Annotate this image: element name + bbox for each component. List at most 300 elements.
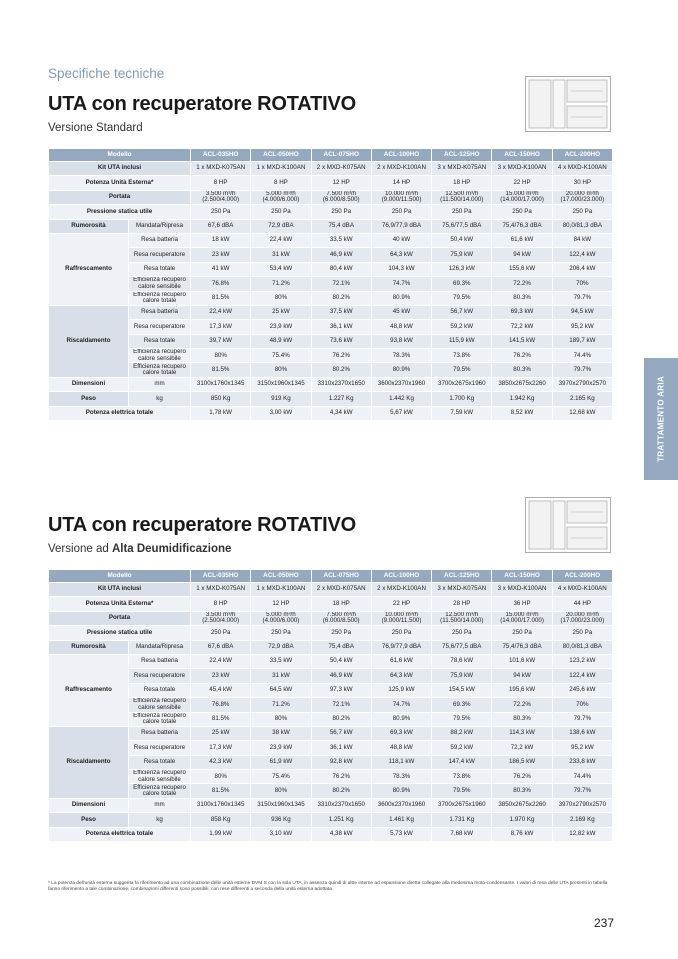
group-label: Raffrescamento	[49, 233, 129, 305]
value-cell: 8,52 kW	[492, 406, 552, 420]
value-cell: 80.3%	[492, 363, 552, 377]
value-cell: 80%	[191, 349, 251, 363]
value-cell: 1 x MXD-K075AN	[191, 583, 251, 597]
value-cell: 20.000 m³/h (17.000/23.000)	[552, 611, 612, 625]
value-cell: 17,3 kW	[191, 320, 251, 334]
value-cell: 74.7%	[371, 277, 431, 291]
value-cell: 72,2 kW	[492, 320, 552, 334]
value-cell: 80.2%	[311, 363, 371, 377]
value-cell: 118,1 kW	[371, 755, 431, 769]
table-row	[49, 813, 613, 827]
header-cell: ACL-050HO	[251, 149, 311, 162]
value-cell: 250 Pa	[311, 205, 371, 219]
value-cell: 250 Pa	[371, 626, 431, 640]
value-cell: 71.2%	[251, 698, 311, 712]
table-row	[49, 377, 613, 391]
value-cell: 1,99 kW	[191, 827, 251, 841]
value-cell: 75.4%	[251, 349, 311, 363]
value-cell: 18 HP	[432, 176, 492, 190]
row-sublabel: Resa batteria	[129, 233, 191, 247]
row-sublabel: Resa totale	[129, 334, 191, 348]
value-cell: 3850x2675x2260	[492, 798, 552, 812]
value-cell: 3310x2370x1650	[311, 798, 371, 812]
value-cell: 80%	[251, 712, 311, 726]
value-cell: 40 kW	[371, 233, 431, 247]
row-label: Pressione statica utile	[49, 626, 191, 640]
header-cell: ACL-200HO	[552, 570, 612, 583]
table-row	[49, 305, 613, 319]
value-cell: 31 kW	[251, 248, 311, 262]
value-cell: 7.500 m³/h (6.000/8.500)	[311, 190, 371, 204]
table-row	[49, 248, 613, 262]
row-label: Peso	[49, 813, 129, 827]
value-cell: 919 Kg	[251, 392, 311, 406]
value-cell: 79.7%	[552, 363, 612, 377]
value-cell: 7,59 kW	[432, 406, 492, 420]
value-cell: 4 x MXD-K100AN	[552, 583, 612, 597]
value-cell: 75,4/76,3 dBA	[492, 219, 552, 233]
value-cell: 4,34 kW	[311, 406, 371, 420]
value-cell: 74.7%	[371, 698, 431, 712]
table-row	[49, 219, 613, 233]
value-cell: 80.3%	[492, 291, 552, 305]
header-cell: ACL-075HO	[311, 149, 371, 162]
value-cell: 3100x1760x1345	[191, 377, 251, 391]
table-row	[49, 277, 613, 291]
value-cell: 80%	[191, 770, 251, 784]
value-cell: 122,4 kW	[552, 669, 612, 683]
table-row	[49, 349, 613, 363]
group-label: Riscaldamento	[49, 726, 129, 798]
value-cell: 67,6 dBA	[191, 219, 251, 233]
table-row	[49, 741, 613, 755]
value-cell: 250 Pa	[371, 205, 431, 219]
value-cell: 155,6 kW	[492, 262, 552, 276]
row-sublabel: Mandata/Ripresa	[129, 640, 191, 654]
value-cell: 39,7 kW	[191, 334, 251, 348]
ahu-unit-drawing-icon	[525, 76, 611, 132]
value-cell: 69,3 kW	[492, 305, 552, 319]
section-label: Specifiche tecniche	[48, 66, 165, 81]
value-cell: 4 x MXD-K100AN	[552, 162, 612, 176]
value-cell: 12.500 m³/h (11.500/14.000)	[432, 611, 492, 625]
table-row	[49, 683, 613, 697]
row-label: Kit UTA inclusi	[49, 162, 191, 176]
value-cell: 31 kW	[251, 669, 311, 683]
table-row	[49, 291, 613, 305]
value-cell: 23 kW	[191, 248, 251, 262]
row-label: Potenza Unità Esterna*	[49, 597, 191, 611]
value-cell: 61,6 kW	[492, 233, 552, 247]
value-cell: 122,4 kW	[552, 248, 612, 262]
header-cell: ACL-200HO	[552, 149, 612, 162]
value-cell: 8,76 kW	[492, 827, 552, 841]
value-cell: 138,6 kW	[552, 726, 612, 740]
table-row	[49, 363, 613, 377]
value-cell: 80,4 kW	[311, 262, 371, 276]
value-cell: 25 kW	[251, 305, 311, 319]
table-2-title: UTA con recuperatore ROTATIVO	[48, 514, 356, 536]
value-cell: 7,68 kW	[432, 827, 492, 841]
value-cell: 3600x2370x1960	[371, 377, 431, 391]
value-cell: 56,7 kW	[311, 726, 371, 740]
header-cell: ACL-150HO	[492, 149, 552, 162]
value-cell: 80.3%	[492, 712, 552, 726]
value-cell: 147,4 kW	[432, 755, 492, 769]
header-cell: ACL-035HO	[191, 570, 251, 583]
table-row	[49, 784, 613, 798]
header-cell: ACL-125HO	[432, 570, 492, 583]
table-row	[49, 798, 613, 812]
row-label: Potenza Unità Esterna*	[49, 176, 191, 190]
value-cell: 53,4 kW	[251, 262, 311, 276]
value-cell: 78.3%	[371, 349, 431, 363]
value-cell: 76,9/77,9 dBA	[371, 219, 431, 233]
value-cell: 250 Pa	[432, 205, 492, 219]
value-cell: 46,9 kW	[311, 248, 371, 262]
header-cell: Modello	[49, 570, 191, 583]
value-cell: 84 kW	[552, 233, 612, 247]
header-cell: ACL-100HO	[371, 149, 431, 162]
side-tab[interactable]	[644, 358, 678, 480]
value-cell: 14 HP	[371, 176, 431, 190]
row-sublabel: Efficienza recupero calore sensibile	[129, 770, 191, 784]
table-header-row	[49, 570, 613, 583]
value-cell: 80,0/81,3 dBA	[552, 219, 612, 233]
value-cell: 1 x MXD-K100AN	[251, 162, 311, 176]
value-cell: 67,6 dBA	[191, 640, 251, 654]
value-cell: 33,5 kW	[251, 654, 311, 668]
value-cell: 250 Pa	[552, 205, 612, 219]
row-label: Dimensioni	[49, 798, 129, 812]
value-cell: 75,4 dBA	[311, 219, 371, 233]
value-cell: 44 HP	[552, 597, 612, 611]
row-sublabel: Mandata/Ripresa	[129, 219, 191, 233]
value-cell: 1.700 Kg	[432, 392, 492, 406]
value-cell: 36 HP	[492, 597, 552, 611]
spec-table-standard	[48, 148, 613, 421]
value-cell: 80.2%	[311, 291, 371, 305]
value-cell: 3150x1960x1345	[251, 377, 311, 391]
value-cell: 76.2%	[492, 349, 552, 363]
value-cell: 79.5%	[432, 712, 492, 726]
row-sublabel: Resa totale	[129, 755, 191, 769]
value-cell: 141,5 kW	[492, 334, 552, 348]
value-cell: 2 x MXD-K100AN	[371, 162, 431, 176]
header-cell: ACL-100HO	[371, 570, 431, 583]
side-tab-label: TRATTAMENTO ARIA	[656, 376, 666, 462]
row-sublabel: Resa recuperatore	[129, 741, 191, 755]
value-cell: 250 Pa	[492, 205, 552, 219]
value-cell: 75,9 kW	[432, 248, 492, 262]
row-label: Potenza elettrica totale	[49, 406, 191, 420]
row-label: Peso	[49, 392, 129, 406]
value-cell: 17,3 kW	[191, 741, 251, 755]
value-cell: 250 Pa	[251, 205, 311, 219]
table-row	[49, 770, 613, 784]
value-cell: 79.7%	[552, 712, 612, 726]
value-cell: 2 x MXD-K100AN	[371, 583, 431, 597]
value-cell: 76.2%	[311, 349, 371, 363]
value-cell: 78,6 kW	[432, 654, 492, 668]
spec-table-alta-deumidificazione	[48, 569, 613, 842]
table-row	[49, 611, 613, 625]
value-cell: 126,3 kW	[432, 262, 492, 276]
value-cell: 97,3 kW	[311, 683, 371, 697]
value-cell: 1,78 kW	[191, 406, 251, 420]
value-cell: 115,9 kW	[432, 334, 492, 348]
value-cell: 23,9 kW	[251, 320, 311, 334]
header-cell: Modello	[49, 149, 191, 162]
value-cell: 80%	[251, 784, 311, 798]
value-cell: 245,6 kW	[552, 683, 612, 697]
value-cell: 79.5%	[432, 291, 492, 305]
group-label: Riscaldamento	[49, 305, 129, 377]
value-cell: 36,1 kW	[311, 320, 371, 334]
value-cell: 206,4 kW	[552, 262, 612, 276]
value-cell: 95,2 kW	[552, 741, 612, 755]
value-cell: 73,6 kW	[311, 334, 371, 348]
value-cell: 41 kW	[191, 262, 251, 276]
value-cell: 3 x MXD-K075AN	[432, 583, 492, 597]
value-cell: 80%	[251, 291, 311, 305]
row-sublabel: Efficienza recupero calore totale	[129, 363, 191, 377]
row-sublabel: kg	[129, 392, 191, 406]
value-cell: 123,2 kW	[552, 654, 612, 668]
value-cell: 250 Pa	[191, 205, 251, 219]
value-cell: 75.4%	[251, 770, 311, 784]
value-cell: 94 kW	[492, 669, 552, 683]
header-cell: ACL-075HO	[311, 570, 371, 583]
row-sublabel: Resa batteria	[129, 654, 191, 668]
value-cell: 2 x MXD-K075AN	[311, 583, 371, 597]
value-cell: 76.8%	[191, 277, 251, 291]
value-cell: 76,9/77,9 dBA	[371, 640, 431, 654]
row-sublabel: Resa totale	[129, 683, 191, 697]
value-cell: 3970x2790x2570	[552, 377, 612, 391]
value-cell: 80,0/81,3 dBA	[552, 640, 612, 654]
table-row	[49, 205, 613, 219]
table-row	[49, 726, 613, 740]
row-sublabel: Efficienza recupero calore sensibile	[129, 277, 191, 291]
row-sublabel: mm	[129, 377, 191, 391]
header-cell: ACL-150HO	[492, 570, 552, 583]
value-cell: 48,9 kW	[251, 334, 311, 348]
value-cell: 18 HP	[311, 597, 371, 611]
value-cell: 45,4 kW	[191, 683, 251, 697]
table-1-subtitle: Versione Standard	[48, 122, 143, 134]
value-cell: 37,5 kW	[311, 305, 371, 319]
value-cell: 3310x2370x1650	[311, 377, 371, 391]
value-cell: 1.251 Kg	[311, 813, 371, 827]
table-row	[49, 597, 613, 611]
row-label: Portata	[49, 611, 191, 625]
value-cell: 72.2%	[492, 277, 552, 291]
value-cell: 850 Kg	[191, 392, 251, 406]
value-cell: 3.500 m³/h (2.500/4.000)	[191, 190, 251, 204]
table-row	[49, 392, 613, 406]
value-cell: 69.3%	[432, 698, 492, 712]
value-cell: 80.9%	[371, 784, 431, 798]
row-label: Potenza elettrica totale	[49, 827, 191, 841]
value-cell: 12,68 kW	[552, 406, 612, 420]
value-cell: 50,4 kW	[432, 233, 492, 247]
value-cell: 95,2 kW	[552, 320, 612, 334]
value-cell: 73.8%	[432, 770, 492, 784]
row-sublabel: Efficienza recupero calore totale	[129, 291, 191, 305]
value-cell: 3970x2790x2570	[552, 798, 612, 812]
table-row	[49, 162, 613, 176]
value-cell: 114,3 kW	[492, 726, 552, 740]
table-row	[49, 626, 613, 640]
row-label: Pressione statica utile	[49, 205, 191, 219]
value-cell: 64,3 kW	[371, 248, 431, 262]
value-cell: 46,9 kW	[311, 669, 371, 683]
value-cell: 101,6 kW	[492, 654, 552, 668]
value-cell: 93,8 kW	[371, 334, 431, 348]
value-cell: 79.5%	[432, 363, 492, 377]
value-cell: 81.5%	[191, 712, 251, 726]
value-cell: 4,38 kW	[311, 827, 371, 841]
value-cell: 15.000 m³/h (14.000/17.000)	[492, 611, 552, 625]
value-cell: 1.227 Kg	[311, 392, 371, 406]
table-row	[49, 176, 613, 190]
value-cell: 3 x MXD-K100AN	[492, 162, 552, 176]
header-cell: ACL-035HO	[191, 149, 251, 162]
value-cell: 75,4 dBA	[311, 640, 371, 654]
value-cell: 73.8%	[432, 349, 492, 363]
value-cell: 10.000 m³/h (9.000/11.500)	[371, 190, 431, 204]
value-cell: 72.1%	[311, 277, 371, 291]
value-cell: 80.3%	[492, 784, 552, 798]
value-cell: 80.9%	[371, 363, 431, 377]
value-cell: 69,3 kW	[371, 726, 431, 740]
value-cell: 59,2 kW	[432, 741, 492, 755]
value-cell: 81.5%	[191, 291, 251, 305]
table-row	[49, 712, 613, 726]
value-cell: 94,5 kW	[552, 305, 612, 319]
value-cell: 250 Pa	[251, 626, 311, 640]
table-2-subtitle: Versione ad Alta Deumidificazione	[48, 543, 232, 555]
row-sublabel: Efficienza recupero calore sensibile	[129, 698, 191, 712]
value-cell: 70%	[552, 277, 612, 291]
value-cell: 72,9 dBA	[251, 640, 311, 654]
value-cell: 1.970 Kg	[492, 813, 552, 827]
row-sublabel: Resa recuperatore	[129, 248, 191, 262]
value-cell: 22,4 kW	[191, 305, 251, 319]
value-cell: 36,1 kW	[311, 741, 371, 755]
value-cell: 88,2 kW	[432, 726, 492, 740]
value-cell: 80.2%	[311, 784, 371, 798]
value-cell: 38 kW	[251, 726, 311, 740]
value-cell: 250 Pa	[311, 626, 371, 640]
value-cell: 22,4 kW	[251, 233, 311, 247]
value-cell: 76.8%	[191, 698, 251, 712]
value-cell: 75,6/77,5 dBA	[432, 219, 492, 233]
value-cell: 1 x MXD-K100AN	[251, 583, 311, 597]
value-cell: 72.1%	[311, 698, 371, 712]
value-cell: 75,6/77,5 dBA	[432, 640, 492, 654]
value-cell: 8 HP	[191, 597, 251, 611]
value-cell: 80.9%	[371, 712, 431, 726]
value-cell: 7.500 m³/h (6.000/8.500)	[311, 611, 371, 625]
value-cell: 250 Pa	[552, 626, 612, 640]
value-cell: 125,9 kW	[371, 683, 431, 697]
value-cell: 76.2%	[311, 770, 371, 784]
value-cell: 80%	[251, 363, 311, 377]
value-cell: 2.169 Kg	[552, 813, 612, 827]
value-cell: 69.3%	[432, 277, 492, 291]
value-cell: 3,00 kW	[251, 406, 311, 420]
value-cell: 64,3 kW	[371, 669, 431, 683]
table-row	[49, 262, 613, 276]
value-cell: 8 HP	[251, 176, 311, 190]
value-cell: 64,5 kW	[251, 683, 311, 697]
value-cell: 15.000 m³/h (14.000/17.000)	[492, 190, 552, 204]
value-cell: 5.000 m³/h (4.000/6.000)	[251, 611, 311, 625]
value-cell: 75,4/76,3 dBA	[492, 640, 552, 654]
value-cell: 50,4 kW	[311, 654, 371, 668]
value-cell: 33,5 kW	[311, 233, 371, 247]
value-cell: 12 HP	[311, 176, 371, 190]
value-cell: 5,67 kW	[371, 406, 431, 420]
value-cell: 22 HP	[371, 597, 431, 611]
value-cell: 3100x1760x1345	[191, 798, 251, 812]
value-cell: 25 kW	[191, 726, 251, 740]
table-row	[49, 669, 613, 683]
value-cell: 22,4 kW	[191, 654, 251, 668]
row-sublabel: kg	[129, 813, 191, 827]
row-label: Portata	[49, 190, 191, 204]
table-row	[49, 320, 613, 334]
value-cell: 61,9 kW	[251, 755, 311, 769]
value-cell: 104,3 kW	[371, 262, 431, 276]
value-cell: 195,6 kW	[492, 683, 552, 697]
value-cell: 250 Pa	[191, 626, 251, 640]
row-sublabel: Resa batteria	[129, 305, 191, 319]
value-cell: 3.500 m³/h (2.500/4.000)	[191, 611, 251, 625]
value-cell: 1.442 Kg	[371, 392, 431, 406]
value-cell: 75,9 kW	[432, 669, 492, 683]
row-sublabel: Resa totale	[129, 262, 191, 276]
table-row	[49, 698, 613, 712]
table-row	[49, 334, 613, 348]
header-cell: ACL-125HO	[432, 149, 492, 162]
value-cell: 81.5%	[191, 784, 251, 798]
value-cell: 79.5%	[432, 784, 492, 798]
value-cell: 5,73 kW	[371, 827, 431, 841]
value-cell: 858 Kg	[191, 813, 251, 827]
value-cell: 12 HP	[251, 597, 311, 611]
value-cell: 233,8 kW	[552, 755, 612, 769]
value-cell: 48,8 kW	[371, 320, 431, 334]
value-cell: 3,10 kW	[251, 827, 311, 841]
table-row	[49, 233, 613, 247]
value-cell: 12,82 kW	[552, 827, 612, 841]
row-label: Kit UTA inclusi	[49, 583, 191, 597]
footnote: * La potenza dell'unità esterna suggerita fa riferimento ad una combinazione delle unità esterne DVM S con la sola UTA, in assenza quindi di altre interne ad espansione diretta collegate alla medesima moto-condensante. I valori di resa delle UTA presenti in tabella fanno riferimento a tale combinazione, combinazioni differenti sono possibili, con rese differenti a seconda della unità esterna adottata.	[48, 881, 608, 893]
value-cell: 3700x2675x1960	[432, 377, 492, 391]
value-cell: 56,7 kW	[432, 305, 492, 319]
row-sublabel: Resa recuperatore	[129, 320, 191, 334]
value-cell: 10.000 m³/h (9.000/11.500)	[371, 611, 431, 625]
value-cell: 1.731 Kg	[432, 813, 492, 827]
value-cell: 5.000 m³/h (4.000/6.000)	[251, 190, 311, 204]
value-cell: 189,7 kW	[552, 334, 612, 348]
value-cell: 72,9 dBA	[251, 219, 311, 233]
table-header-row	[49, 149, 613, 162]
value-cell: 936 Kg	[251, 813, 311, 827]
